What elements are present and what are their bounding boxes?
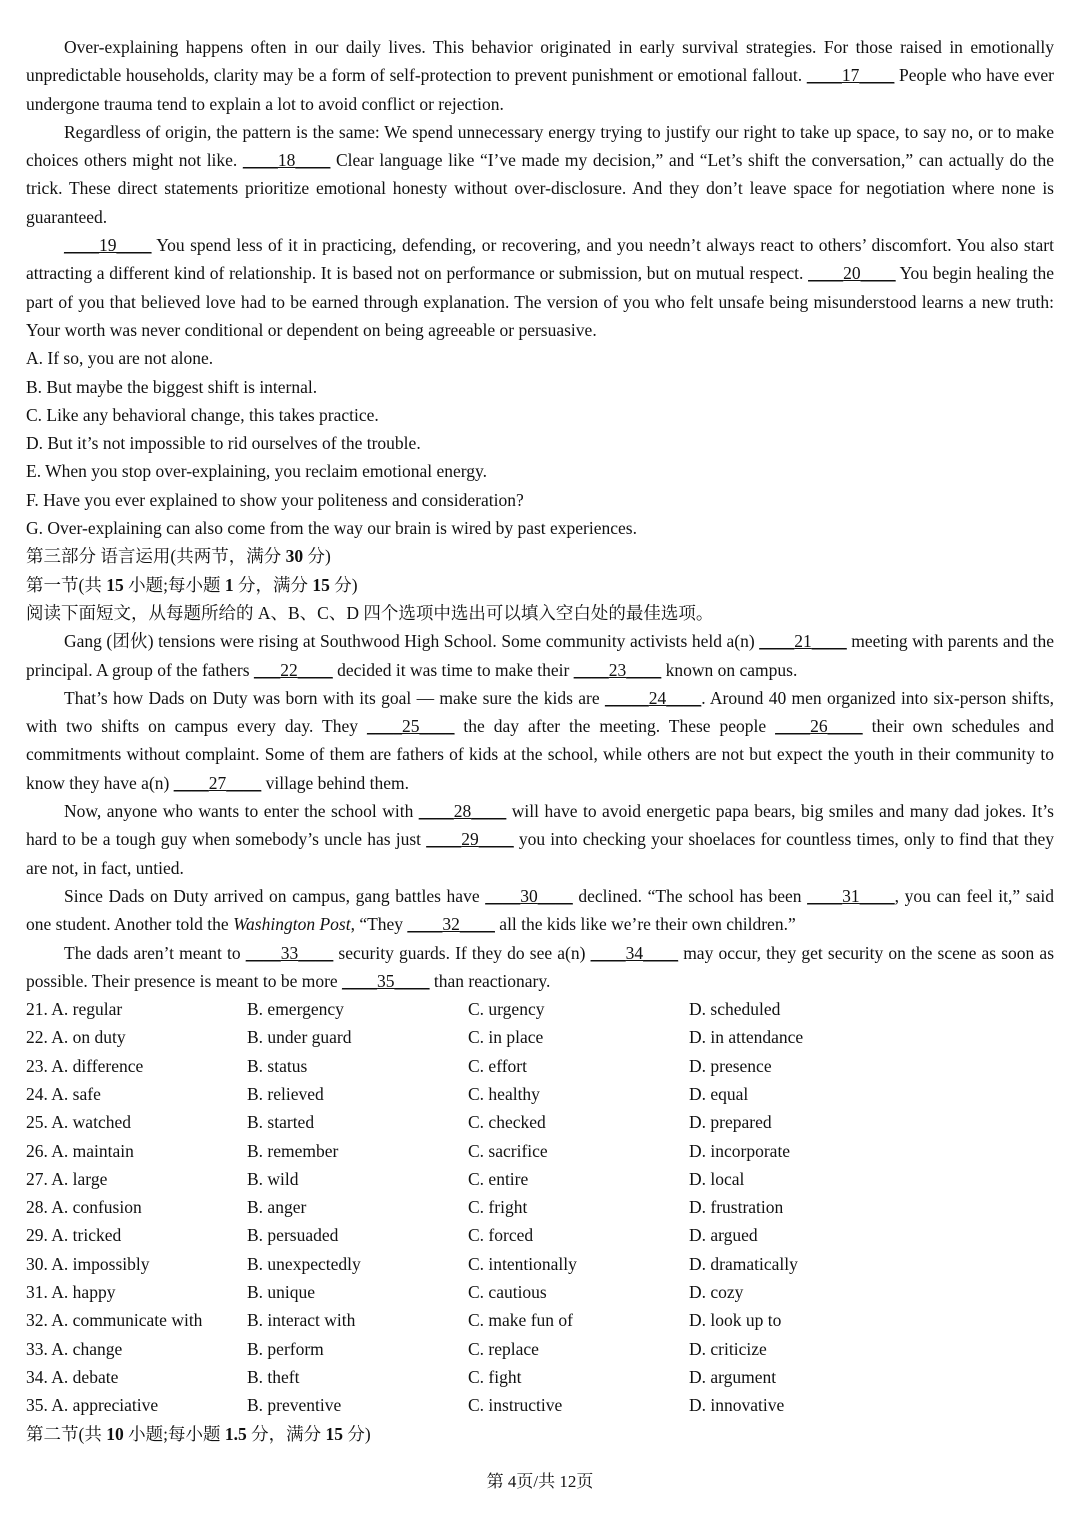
choice-a: 31. A. happy	[26, 1282, 116, 1303]
blank-24: _____24____	[604, 687, 702, 708]
passage2-paragraph-3: Now, anyone who wants to enter the school with ____28____ will have to avoid energetic papa bears, big smiles and many dad jokes. It’s hard to be a tough guy when somebody’s uncle has just ____29____ you into checking your shoelaces for countless times, only to find that they are not, in fact, untied.	[26, 801, 1054, 878]
choice-b: B. unique	[247, 1282, 316, 1303]
choice-d: D. in attendance	[689, 1027, 804, 1048]
passage2-paragraph-4: Since Dads on Duty arrived on campus, gang battles have ____30____ declined. “The school has been ____31____, you can feel it,” said one student. Another told the Washington Post, “They ____32____ all the kids like we’re their own children.”	[26, 885, 1054, 935]
option-c: C. Like any behavioral change, this takes practice.	[26, 404, 379, 425]
option-g: G. Over-explaining can also come from the way our brain is wired by past experiences.	[26, 518, 637, 539]
option-e: E. When you stop over-explaining, you reclaim emotional energy.	[26, 461, 488, 482]
blank-21: ____21____	[759, 631, 847, 652]
choice-a: 28. A. confusion	[26, 1197, 142, 1218]
choice-b: B. perform	[247, 1338, 324, 1359]
choice-a: 30. A. impossibly	[26, 1253, 150, 1274]
choice-c: C. entire	[468, 1168, 529, 1189]
blank-34: ____34____	[590, 942, 679, 963]
choice-a: 23. A. difference	[26, 1055, 144, 1076]
choice-b: B. relieved	[247, 1083, 324, 1104]
blank-30: ____30____	[485, 885, 573, 906]
choice-d: D. innovative	[689, 1395, 785, 1416]
blank-25: ____25____	[366, 716, 455, 737]
passage1-paragraph-1: Over-explaining happens often in our daily lives. This behavior originated in early survival strategies. For those raised in emotionally unpredictable households, clarity may be a form of self-protection to prevent punishment or emotional fallout. ____17____ People who have ever undergone trauma tend to explain a lot to avoid conflict or rejection.	[26, 37, 1054, 114]
choice-row-26	[26, 1137, 1054, 1165]
choice-d: D. equal	[689, 1083, 749, 1104]
choice-a: 27. A. large	[26, 1168, 108, 1189]
choices-list	[26, 995, 1054, 1419]
choice-c: C. intentionally	[468, 1253, 577, 1274]
choice-row-35	[26, 1391, 1054, 1419]
choice-row-30	[26, 1250, 1054, 1278]
exam-page	[26, 33, 1054, 1448]
section2-heading: 第二节(共 10 小题;每小题 1.5 分，满分 15 分)	[26, 1423, 371, 1444]
choice-d: D. argued	[689, 1225, 758, 1246]
choice-row-22	[26, 1023, 1054, 1051]
choice-c: C. healthy	[468, 1083, 540, 1104]
passage2-paragraph-5: The dads aren’t meant to ____33____ security guards. If they do see a(n) ____34____ may occur, they get security on the scene as soon as possible. Their presence is meant to be more ____35____ than reactionary.	[26, 942, 1055, 991]
blank-35: ____35____	[342, 970, 430, 991]
blank-19: ____19____	[64, 235, 152, 256]
passage1-paragraph-2: Regardless of origin, the pattern is the same: We spend unnecessary energy trying to justify our right to take up space, to say no, or to make choices others might not like. ____18____ Clear language like “I’ve made my decision,” and “Let’s shift the conversation,” can actually do the trick. These direct statements prioritize emotional honesty without over-disclosure. And they don’t leave space for negotiation where none is guaranteed.	[26, 121, 1055, 227]
choice-d: D. dramatically	[689, 1253, 798, 1274]
choice-d: D. scheduled	[689, 999, 781, 1020]
newspaper-name: Washington Post	[233, 914, 351, 935]
choice-b: B. under guard	[247, 1027, 352, 1048]
blank-20: ____20____	[808, 263, 896, 284]
passage2-paragraph-2: That’s how Dads on Duty was born with its goal — make sure the kids are _____24____. Around 40 men organized into six-person shifts, with two shifts on campus every day. They ____25____ the day after the meeting. These people ____26____ their own schedules and commitments without complaint. Some of them are fathers of kids at the school, while others are not but expect the youth in their community to know they have a(n) ____27____ village behind them.	[26, 687, 1055, 793]
option-f: F. Have you ever explained to show your politeness and consideration?	[26, 489, 524, 510]
choice-b: B. remember	[247, 1140, 339, 1161]
choice-b: B. unexpectedly	[247, 1253, 361, 1274]
choice-row-31	[26, 1278, 1054, 1306]
choice-c: C. make fun of	[468, 1310, 573, 1331]
choice-a: 29. A. tricked	[26, 1225, 122, 1246]
choice-a: 25. A. watched	[26, 1112, 131, 1133]
choice-a: 26. A. maintain	[26, 1140, 134, 1161]
choice-b: B. persuaded	[247, 1225, 339, 1246]
blank-17: ____17____	[806, 65, 895, 86]
choice-a: 24. A. safe	[26, 1083, 101, 1104]
choice-row-24	[26, 1080, 1054, 1108]
blank-23: ____23____	[573, 659, 662, 680]
choice-b: B. anger	[247, 1197, 307, 1218]
choice-b: B. started	[247, 1112, 315, 1133]
blank-29: ____29____	[426, 829, 514, 850]
choice-d: D. presence	[689, 1055, 772, 1076]
blank-31: ____31____	[807, 885, 895, 906]
part3-heading: 第三部分 语言运用(共两节，满分 30 分)	[26, 546, 331, 567]
choice-row-29	[26, 1221, 1054, 1249]
choice-c: C. fright	[468, 1197, 528, 1218]
page-footer: 第 4页/共 12页	[486, 1472, 594, 1491]
choice-row-28	[26, 1193, 1054, 1221]
blank-22: ___22____	[253, 659, 333, 680]
choice-d: D. prepared	[689, 1112, 772, 1133]
choice-row-34	[26, 1363, 1054, 1391]
choice-row-27	[26, 1165, 1054, 1193]
choice-b: B. emergency	[247, 999, 344, 1020]
choice-c: C. forced	[468, 1225, 534, 1246]
blank-28: ____28____	[418, 801, 507, 822]
choice-a: 35. A. appreciative	[26, 1395, 159, 1416]
choice-d: D. frustration	[689, 1197, 784, 1218]
choice-b: B. theft	[247, 1366, 300, 1387]
choice-row-32	[26, 1306, 1054, 1334]
choice-a: 34. A. debate	[26, 1366, 119, 1387]
section1-heading: 第一节(共 15 小题;每小题 1 分，满分 15 分)	[26, 574, 358, 595]
choice-row-25	[26, 1108, 1054, 1136]
choice-c: C. fight	[468, 1366, 522, 1387]
choice-row-23	[26, 1052, 1054, 1080]
choice-row-21	[26, 995, 1054, 1023]
section1-instruction: 阅读下面短文，从每题所给的 A、B、C、D 四个选项中选出可以填入空白处的最佳选项。	[26, 602, 714, 623]
choice-b: B. interact with	[247, 1310, 356, 1331]
choice-c: C. replace	[468, 1338, 539, 1359]
choice-c: C. in place	[468, 1027, 544, 1048]
blank-26: ____26____	[775, 716, 863, 737]
choice-c: C. instructive	[468, 1395, 563, 1416]
blank-27: ____27____	[173, 772, 262, 793]
choice-a: 33. A. change	[26, 1338, 123, 1359]
choice-a: 22. A. on duty	[26, 1027, 126, 1048]
blank-32: ____32____	[407, 914, 495, 935]
choice-c: C. effort	[468, 1055, 527, 1076]
passage1-paragraph-3: ____19____ You spend less of it in practicing, defending, or recovering, and you needn’t always react to others’ discomfort. You also start attracting a different kind of relationship. It is based not on performance or submission, but on mutual respect. ____20____ You begin healing the part of you that believed love had to be earned through explanation. The version of you who felt unsafe being misunderstood learns a new truth: Your worth was never conditional or dependent on being agreeable or persuasive.	[26, 235, 1054, 340]
choice-c: C. cautious	[468, 1282, 547, 1303]
choice-d: D. argument	[689, 1366, 777, 1387]
choice-c: C. urgency	[468, 999, 545, 1020]
blank-18: ____18____	[242, 150, 331, 171]
choice-d: D. cozy	[689, 1282, 744, 1303]
choice-a: 21. A. regular	[26, 999, 123, 1020]
choice-a: 32. A. communicate with	[26, 1310, 203, 1331]
choice-c: C. checked	[468, 1112, 546, 1133]
option-b: B. But maybe the biggest shift is internal.	[26, 376, 318, 397]
choice-d: D. criticize	[689, 1338, 767, 1359]
choice-d: D. look up to	[689, 1310, 782, 1331]
choice-row-33	[26, 1335, 1054, 1363]
choice-c: C. sacrifice	[468, 1140, 548, 1161]
choice-b: B. preventive	[247, 1395, 342, 1416]
option-a: A. If so, you are not alone.	[26, 348, 214, 369]
choice-d: D. local	[689, 1168, 745, 1189]
passage2-paragraph-1: Gang (团伙) tensions were rising at Southwood High School. Some community activists held a(n) ____21____ meeting with parents and the principal. A group of the fathers ___22____ decided it was time to make their ____23____ known on campus.	[26, 631, 1054, 680]
choice-b: B. status	[247, 1055, 308, 1076]
choice-d: D. incorporate	[689, 1140, 791, 1161]
blank-33: ____33____	[245, 942, 334, 963]
option-d: D. But it’s not impossible to rid ourselves of the trouble.	[26, 433, 421, 454]
choice-b: B. wild	[247, 1168, 299, 1189]
